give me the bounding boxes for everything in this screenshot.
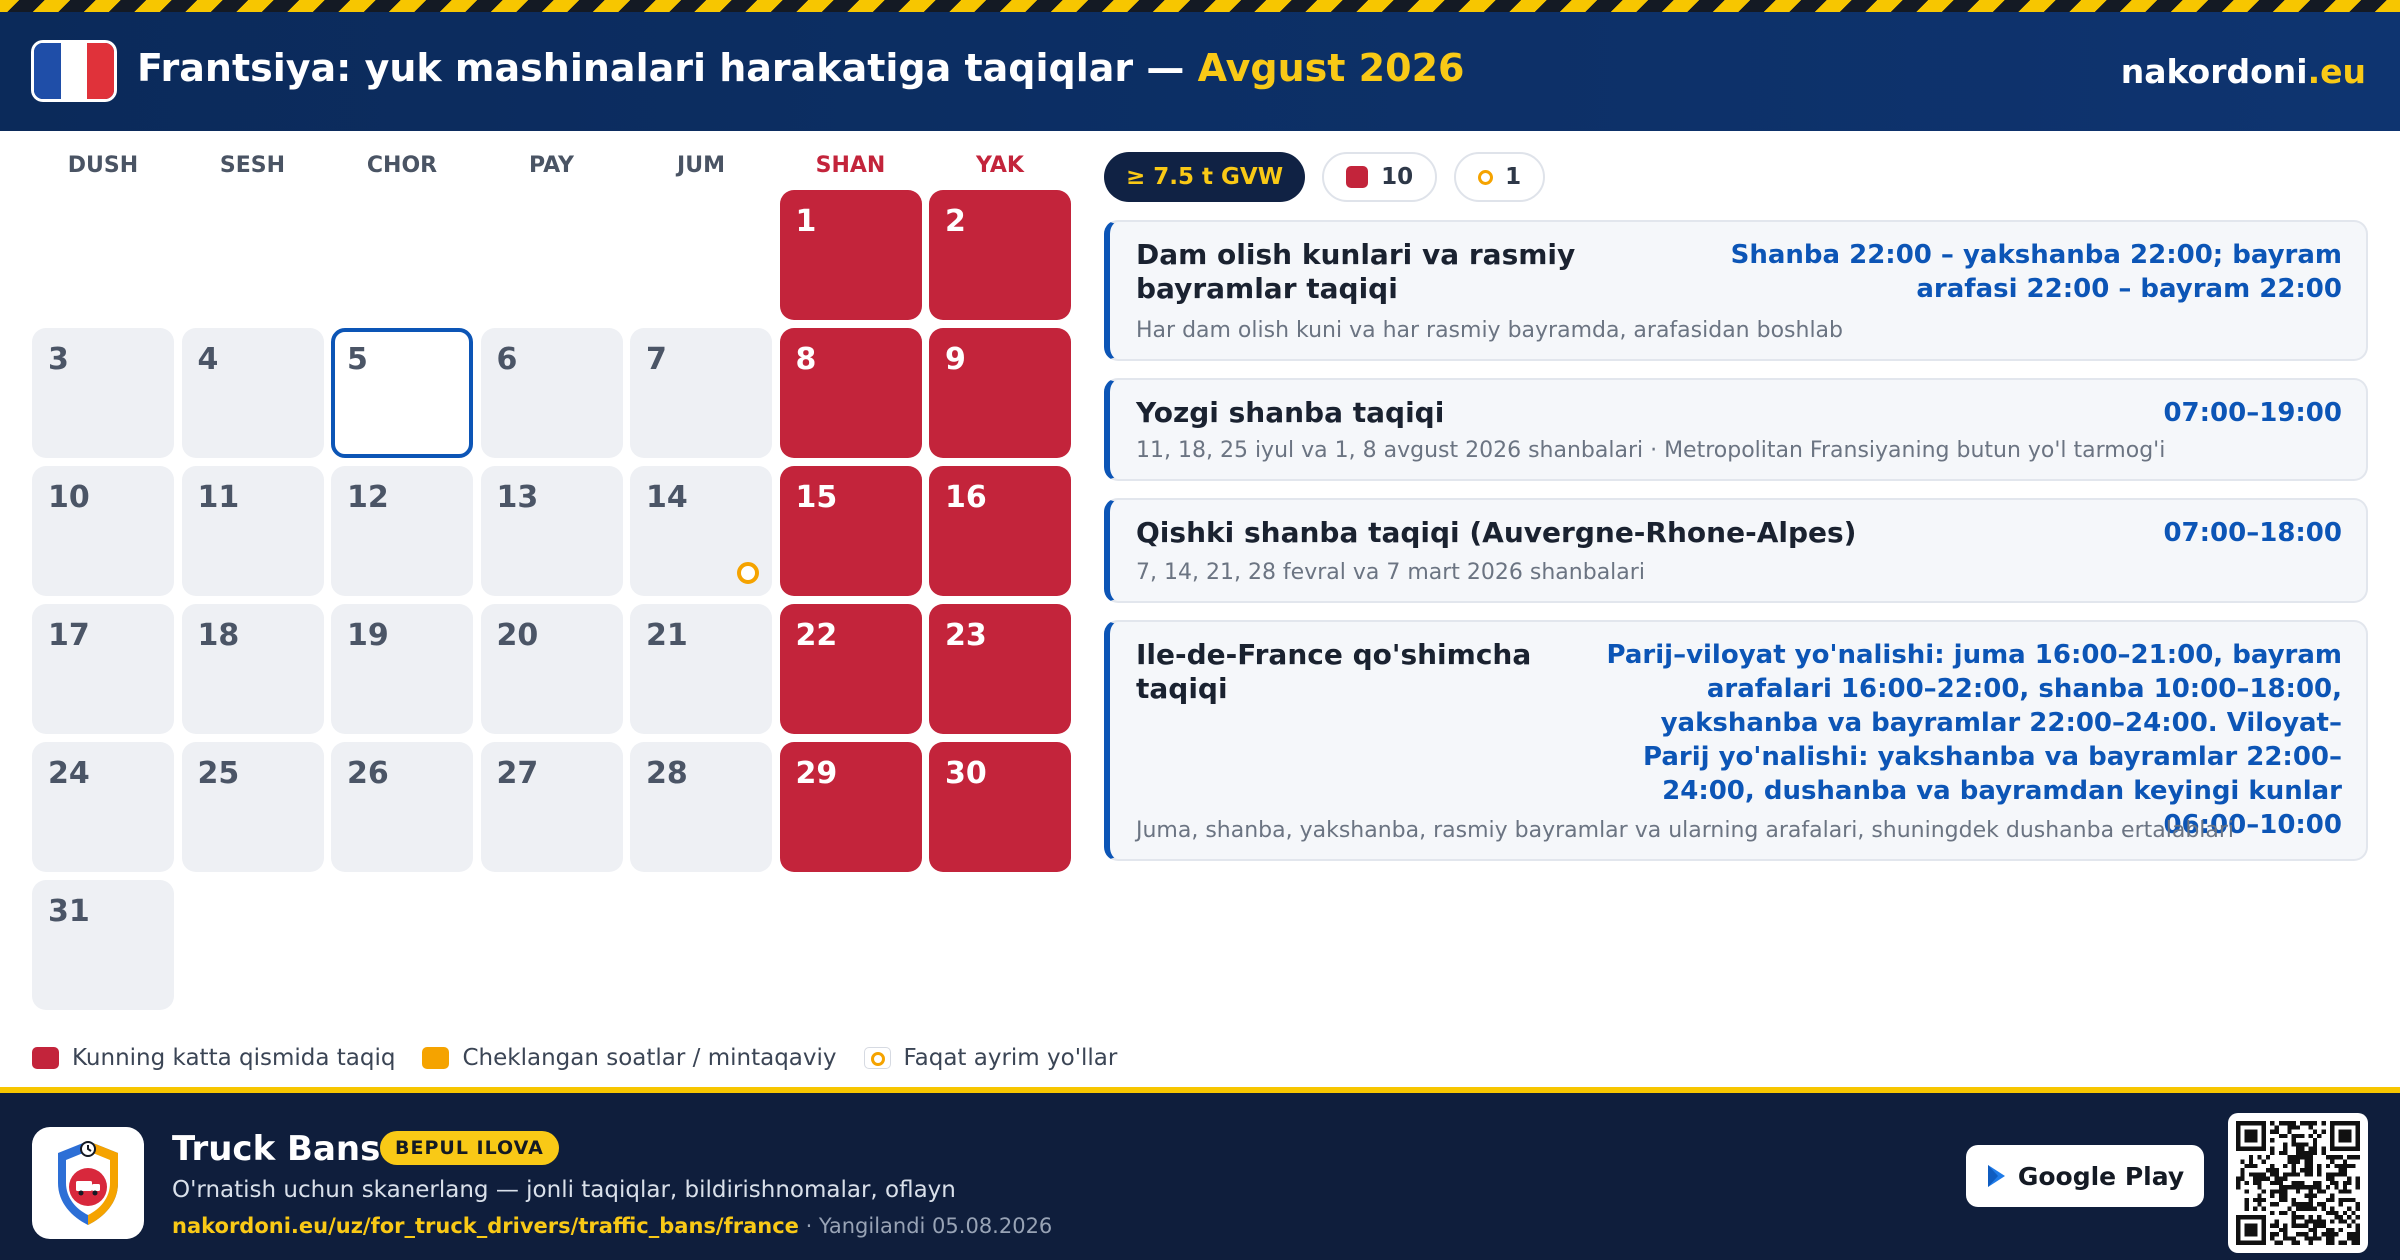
calendar-day[interactable] xyxy=(481,604,623,734)
day-number: 30 xyxy=(945,756,987,791)
legend-item-limited xyxy=(422,1045,836,1071)
day-number: 4 xyxy=(197,342,219,377)
rule-title: Yozgi shanba taqiqi xyxy=(1136,396,1445,429)
calendar-empty-cell xyxy=(331,190,473,320)
legend xyxy=(32,1045,1144,1071)
red-swatch-icon xyxy=(32,1047,59,1069)
calendar-empty-cell xyxy=(630,190,772,320)
calendar-day[interactable] xyxy=(929,328,1071,458)
calendar-day[interactable] xyxy=(630,604,772,734)
orange-ring-icon xyxy=(1478,170,1493,185)
weight-chip[interactable] xyxy=(1104,152,1305,202)
app-name: Truck Bans xyxy=(172,1129,381,1169)
brand-logo[interactable] xyxy=(2121,52,2366,91)
rule-time: Shanba 22:00 – yakshanba 22:00; bayram arafasi 22:00 – bayram 22:00 xyxy=(1730,240,2342,304)
weekday-label: DUSH xyxy=(67,153,139,178)
calendar-day[interactable] xyxy=(331,328,473,458)
day-number: 27 xyxy=(496,756,539,791)
day-number: 11 xyxy=(197,480,240,515)
day-number: 8 xyxy=(795,342,817,377)
day-number: 23 xyxy=(945,618,987,653)
google-play-label: Google Play xyxy=(2017,1161,2185,1191)
calendar-day[interactable] xyxy=(630,466,772,596)
rule-time: 07:00–19:00 xyxy=(2163,398,2342,428)
day-number: 2 xyxy=(945,204,966,239)
page-title xyxy=(137,46,1464,90)
france-flag-icon xyxy=(34,43,114,99)
day-number: 25 xyxy=(197,756,240,791)
calendar-day[interactable] xyxy=(481,742,623,872)
calendar-day[interactable] xyxy=(32,328,174,458)
weight-chip-label: ≥ 7.5 t GVW xyxy=(1126,164,1284,190)
calendar-day[interactable] xyxy=(182,742,324,872)
rule-card-weekend[interactable] xyxy=(1104,220,2368,361)
partial-count: 1 xyxy=(1505,164,1522,190)
title-main: Frantsiya: yuk mashinalari harakatiga taqiqlar — xyxy=(137,46,1185,90)
google-play-button[interactable] xyxy=(1966,1145,2204,1207)
legend-item-full xyxy=(32,1045,395,1071)
calendar-empty-cell xyxy=(182,190,324,320)
calendar-day[interactable] xyxy=(630,742,772,872)
calendar-day[interactable] xyxy=(182,604,324,734)
day-number: 6 xyxy=(496,342,518,377)
calendar-day[interactable] xyxy=(182,466,324,596)
rule-card-summer[interactable] xyxy=(1104,378,2368,481)
calendar-day[interactable] xyxy=(630,328,772,458)
filter-chips xyxy=(1104,152,1545,202)
calendar-day[interactable] xyxy=(780,604,922,734)
app-promo-footer xyxy=(0,1087,2400,1260)
calendar-day[interactable] xyxy=(32,742,174,872)
day-number: 24 xyxy=(48,756,90,791)
day-number: 31 xyxy=(48,894,90,929)
calendar-day[interactable] xyxy=(481,466,623,596)
weekday-label: SESH xyxy=(219,153,286,178)
calendar-day[interactable] xyxy=(182,328,324,458)
calendar-day[interactable] xyxy=(331,604,473,734)
calendar-day[interactable] xyxy=(331,466,473,596)
day-number: 19 xyxy=(347,618,389,653)
calendar-day[interactable] xyxy=(929,190,1071,320)
rule-desc: Har dam olish kuni va har rasmiy bayramda, arafasidan boshlab xyxy=(1136,318,1844,343)
google-play-icon xyxy=(1986,1164,2006,1188)
source-line xyxy=(172,1214,1052,1238)
weekday-label: PAY xyxy=(529,153,574,178)
rule-card-iledefrance[interactable] xyxy=(1104,620,2368,861)
header-bar xyxy=(0,0,2400,131)
day-number: 18 xyxy=(197,618,240,653)
rule-time: Parij–viloyat yo'nalishi: juma 16:00–21:00, bayram arafalari 16:00–22:00, shanba 10:00–18:00, yakshanba va bayramlar 22:00–24:00. Viloyat–Parij yo'nalishi: yakshanba va bayramlar 22:00–24:00, dushanba va bayramdan keyingi kunlar 06:00–10:00 xyxy=(1606,640,2342,840)
day-number: 17 xyxy=(48,618,90,653)
calendar-day[interactable] xyxy=(481,328,623,458)
day-number: 7 xyxy=(646,342,667,377)
calendar-empty-cell xyxy=(481,190,623,320)
rule-title: Dam olish kunlari va rasmiy bayramlar taqiqi xyxy=(1136,238,1576,305)
day-number: 3 xyxy=(48,342,69,377)
day-number: 1 xyxy=(795,204,817,239)
updated-date: · Yangilandi 05.08.2026 xyxy=(805,1214,1053,1238)
legend-label: Kunning katta qismida taqiq xyxy=(72,1045,396,1071)
day-number: 5 xyxy=(347,342,368,377)
weekday-header xyxy=(32,153,1072,178)
rule-title: Qishki shanba taqiqi (Auvergne-Rhone-Alpes) xyxy=(1136,516,1857,549)
calendar-day[interactable] xyxy=(929,742,1071,872)
free-app-badge: BEPUL ILOVA xyxy=(380,1131,559,1165)
calendar-day[interactable] xyxy=(780,190,922,320)
calendar-day[interactable] xyxy=(32,880,174,1010)
day-number: 16 xyxy=(945,480,987,515)
rule-title: Ile-de-France qo'shimcha taqiqi xyxy=(1136,638,1532,705)
day-number: 13 xyxy=(496,480,539,515)
rule-desc: 7, 14, 21, 28 fevral va 7 mart 2026 shanbalari xyxy=(1136,560,1645,585)
partial-count-chip[interactable] xyxy=(1454,152,1545,202)
calendar-empty-cell xyxy=(32,190,174,320)
truck-shield-app-icon[interactable] xyxy=(32,1127,144,1239)
day-number: 29 xyxy=(795,756,838,791)
hazard-stripe xyxy=(0,0,2400,12)
rule-time: 07:00–18:00 xyxy=(2163,518,2342,548)
legend-label: Faqat ayrim yo'llar xyxy=(903,1045,1118,1071)
calendar-day[interactable] xyxy=(929,604,1071,734)
calendar-grid xyxy=(32,190,1071,1010)
calendar-day[interactable] xyxy=(331,742,473,872)
weekday-label: YAK xyxy=(976,153,1024,178)
day-number: 26 xyxy=(347,756,389,791)
day-number: 28 xyxy=(646,756,688,791)
calendar-day[interactable] xyxy=(780,742,922,872)
ring-swatch-icon xyxy=(864,1047,891,1069)
calendar-day[interactable] xyxy=(32,466,174,596)
day-number: 22 xyxy=(795,618,838,653)
rule-card-winter[interactable] xyxy=(1104,498,2368,603)
calendar-day[interactable] xyxy=(780,328,922,458)
brand-tld: .eu xyxy=(2307,52,2366,91)
calendar-day[interactable] xyxy=(32,604,174,734)
weekday-label: CHOR xyxy=(366,153,438,178)
ban-count-chip[interactable] xyxy=(1322,152,1437,202)
rule-desc: Juma, shanba, yakshanba, rasmiy bayramlar va ularning arafalari, shuningdek dushanba ertalablari xyxy=(1136,818,2235,843)
brand-main: nakordoni xyxy=(2120,52,2308,91)
day-number: 15 xyxy=(795,480,838,515)
app-subtitle: O'rnatish uchun skanerlang — jonli taqiqlar, bildirishnomalar, oflayn xyxy=(172,1177,956,1203)
day-number: 12 xyxy=(347,480,389,515)
legend-item-roads xyxy=(864,1045,1118,1071)
calendar-day[interactable] xyxy=(780,466,922,596)
weekday-label: SHAN xyxy=(815,153,886,178)
calendar-day[interactable] xyxy=(929,466,1071,596)
ban-count: 10 xyxy=(1381,164,1414,190)
day-number: 14 xyxy=(646,480,688,515)
title-month: Avgust 2026 xyxy=(1197,46,1465,90)
rule-desc: 11, 18, 25 iyul va 1, 8 avgust 2026 shanbalari · Metropolitan Fransiyaning butun yo'l tarmog'i xyxy=(1136,438,2166,463)
weekday-label: JUM xyxy=(677,153,725,178)
red-square-icon xyxy=(1346,166,1368,188)
day-number: 20 xyxy=(496,618,539,653)
legend-label: Cheklangan soatlar / mintaqaviy xyxy=(462,1045,837,1071)
day-number: 21 xyxy=(646,618,688,653)
day-number: 9 xyxy=(945,342,966,377)
day-number: 10 xyxy=(48,480,90,515)
partial-ban-ring-icon xyxy=(737,562,759,584)
qr-code-icon[interactable] xyxy=(2228,1113,2368,1253)
orange-swatch-icon xyxy=(422,1047,449,1069)
source-url-link[interactable]: nakordoni.eu/uz/for_truck_drivers/traffic_bans/france xyxy=(172,1214,799,1238)
